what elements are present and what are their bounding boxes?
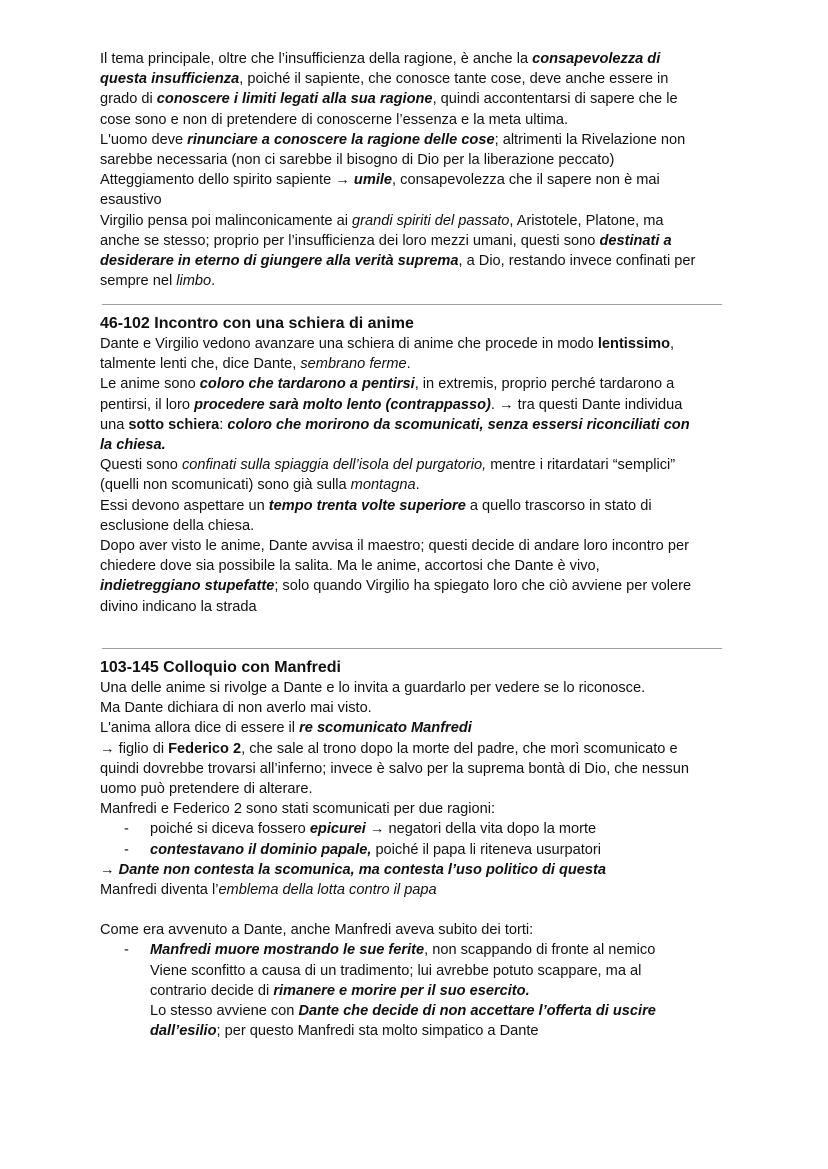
divider-2	[102, 648, 722, 649]
text-run: contestavano il dominio papale,	[150, 841, 372, 858]
text-run: Atteggiamento dello spirito sapiente →	[100, 172, 354, 189]
text-line	[100, 374, 740, 394]
text-run: ,	[670, 336, 675, 352]
text-run: desiderare in eterno di giungere alla verità suprema	[100, 253, 459, 270]
text-run: → Dante non contesta la scomunica, ma contesta l’uso politico di questa	[100, 861, 607, 878]
text-run: dall’esilio	[150, 1023, 217, 1040]
text-line	[100, 496, 740, 516]
text-run: :	[219, 416, 228, 433]
text-line	[100, 576, 740, 596]
text-run: conoscere i limiti legati alla sua ragione	[156, 91, 433, 108]
text-run: uomo può pretendere di alterare.	[100, 781, 313, 798]
text-line	[150, 1021, 740, 1041]
torts-intro	[100, 920, 740, 940]
text-run: sarebbe necessaria (non ci sarebbe il bisogno di Dio per la liberazione peccato)	[100, 152, 615, 169]
text-line	[100, 334, 740, 354]
text-line	[100, 678, 740, 698]
text-run: montagna	[350, 477, 416, 494]
text-line	[100, 556, 740, 576]
text-run: rimanere e morire per il suo esercito.	[273, 982, 530, 999]
list-item	[100, 819, 740, 839]
text-run: umile	[353, 172, 393, 189]
bullet-dash: -	[124, 821, 129, 838]
text-line	[100, 211, 740, 231]
text-line	[100, 880, 740, 900]
section-incontro	[100, 313, 740, 617]
text-run: esclusione della chiesa.	[100, 517, 255, 534]
text-run: ; altrimenti la Rivelazione non	[494, 131, 686, 148]
section-heading: 46-102 Incontro con una schiera di anime	[100, 315, 414, 332]
text-run: Essi devono aspettare un	[100, 497, 269, 514]
text-run: indietreggiano stupefatte	[100, 578, 275, 595]
text-run: lentissimo	[597, 336, 671, 352]
section-heading: 103-145 Colloquio con Manfredi	[100, 659, 341, 676]
intro-lines	[100, 49, 740, 291]
text-run: grandi spiriti del passato	[352, 212, 510, 229]
text-run: .	[415, 477, 420, 494]
text-run: Questi sono	[100, 457, 182, 474]
text-line	[100, 415, 740, 435]
text-run: talmente lenti che, dice Dante,	[100, 356, 301, 373]
text-line	[100, 251, 740, 271]
text-run: limbo	[176, 273, 212, 290]
text-line	[100, 271, 740, 291]
text-run: mentre i ritardatari “semplici”	[486, 457, 676, 474]
text-run: la chiesa.	[100, 437, 166, 454]
text-run: Come era avvenuto a Dante, anche Manfredi aveva subito dei torti:	[100, 922, 534, 939]
text-line	[100, 435, 740, 455]
text-run: Dopo aver visto le anime, Dante avvisa il maestro; questi decide di andare loro incontro per	[100, 538, 689, 555]
section-lines	[100, 334, 740, 617]
text-line	[100, 110, 740, 130]
text-line	[100, 698, 740, 718]
text-run: → negatori della vita dopo la morte	[365, 821, 597, 838]
text-run: . → tra questi Dante individua	[490, 396, 683, 413]
text-run: ; per questo Manfredi sta molto simpatico a Dante	[216, 1023, 539, 1040]
text-run: L'anima allora dice di essere il	[100, 720, 300, 737]
text-run: quindi dovrebbe trovarsi all’inferno; invece è salvo per la suprema bontà di Dio, che nessun	[100, 760, 689, 777]
text-run: .	[406, 356, 411, 373]
text-line	[150, 961, 740, 981]
text-run: pentirsi, il loro	[100, 396, 195, 413]
text-run: contrario decide di	[150, 982, 274, 999]
text-run: confinati sulla spiaggia dell’isola del purgatorio,	[181, 457, 487, 474]
bullet-dash: -	[124, 841, 129, 858]
text-run: rinunciare a conoscere la ragione delle cose	[187, 131, 495, 148]
text-run: , a Dio, restando invece confinati per	[458, 253, 696, 270]
spacer	[100, 900, 740, 920]
text-run: → figlio di	[100, 740, 169, 757]
text-run: Dante che decide di non accettare l’offerta di uscire	[298, 1003, 656, 1020]
section-lines	[100, 678, 740, 819]
text-line	[150, 981, 740, 1001]
conclusion-lines	[100, 860, 740, 900]
text-run: (quelli non scomunicati) sono già sulla	[100, 477, 351, 494]
text-run: ; solo quando Virgilio ha spiegato loro che ciò avviene per volere	[274, 578, 692, 595]
text-run: Manfredi muore mostrando le sue ferite	[150, 942, 425, 959]
text-line	[100, 536, 740, 556]
text-run: sembrano ferme	[300, 356, 407, 373]
text-line	[100, 49, 740, 69]
text-run: , poiché il sapiente, che conosce tante cose, deve anche essere in	[239, 71, 669, 88]
text-run: , quindi accontentarsi di sapere che le	[432, 91, 678, 108]
text-run: emblema della lotta contro il papa	[218, 882, 437, 899]
text-run: tempo trenta volte superiore	[268, 497, 466, 514]
text-run: .	[211, 273, 216, 290]
list-item	[100, 840, 740, 860]
text-run: grado di	[100, 91, 157, 108]
text-run: una	[100, 416, 129, 433]
text-run: Ma Dante dichiara di non averlo mai visto.	[100, 700, 372, 717]
bullet-dash: -	[124, 942, 129, 959]
text-run: esaustivo	[100, 192, 162, 209]
text-run: questa insufficienza	[100, 71, 240, 88]
text-line	[100, 170, 740, 190]
list-item	[100, 940, 740, 960]
text-line	[100, 759, 740, 779]
text-line	[100, 475, 740, 495]
text-run: Federico 2	[168, 740, 242, 757]
text-run: divino indicano la strada	[100, 598, 257, 615]
text-run: procedere sarà molto lento (contrappasso)	[194, 396, 491, 413]
reasons-list	[100, 819, 740, 859]
text-line	[100, 597, 740, 617]
text-run: L'uomo deve	[100, 131, 188, 148]
divider-1	[102, 304, 722, 305]
text-run: , che sale al trono dopo la morte del padre, che morì scomunicato e	[241, 740, 678, 757]
text-line	[100, 69, 740, 89]
text-line	[100, 739, 740, 759]
text-line	[100, 718, 740, 738]
text-line	[100, 860, 740, 880]
text-run: a quello trascorso in stato di	[465, 497, 652, 514]
text-run: cose sono e non di pretendere di conoscerne l’essenza e la meta ultima.	[100, 111, 569, 128]
text-line	[100, 779, 740, 799]
text-run: , Aristotele, Platone, ma	[509, 212, 664, 229]
text-run: Virgilio pensa poi malinconicamente ai	[100, 212, 353, 229]
text-run: poiché il papa li riteneva usurpatori	[371, 841, 601, 858]
text-line	[150, 1001, 740, 1021]
text-line	[100, 920, 740, 940]
text-line	[100, 799, 740, 819]
text-run: coloro che tardarono a pentirsi	[199, 376, 415, 393]
text-line	[100, 190, 740, 210]
text-run: , non scappando di fronte al nemico	[424, 942, 656, 959]
text-run: destinati a	[599, 232, 672, 249]
text-run: anche se stesso; proprio per l’insufficienza dei loro mezzi umani, questi sono	[100, 232, 600, 249]
text-line	[100, 455, 740, 475]
text-run: , in extremis, proprio perché tardarono a	[414, 376, 675, 393]
torts-continuation	[100, 961, 740, 1042]
text-run: Lo stesso avviene con	[150, 1003, 299, 1020]
text-run: Manfredi diventa l’	[100, 882, 219, 899]
text-run: sempre nel	[100, 273, 177, 290]
text-run: consapevolezza di	[532, 51, 661, 67]
text-run: Dante e Virgilio vedono avanzare una schiera di anime che procede in modo	[100, 336, 598, 352]
text-run: chiedere dove sia possibile la salita. Ma le anime, accortosi che Dante è vivo,	[100, 558, 600, 575]
text-line	[100, 89, 740, 109]
text-line	[100, 354, 740, 374]
text-run: sotto schiera	[128, 416, 220, 433]
text-run: Manfredi e Federico 2 sono stati scomunicati per due ragioni:	[100, 801, 496, 818]
text-run: coloro che morirono da scomunicati, senza essersi riconciliati con	[227, 416, 690, 433]
torts-list	[100, 940, 740, 960]
intro-paragraph	[100, 49, 740, 291]
text-run: poiché si diceva fossero	[150, 821, 310, 838]
text-run: Viene sconfitto a causa di un tradimento; lui avrebbe potuto scappare, ma al	[150, 962, 642, 979]
text-line	[100, 516, 740, 536]
text-run: Il tema principale, oltre che l’insufficienza della ragione, è anche la	[100, 51, 533, 67]
text-run: epicurei	[309, 821, 366, 838]
section-manfredi	[100, 657, 740, 1041]
text-line	[100, 130, 740, 150]
text-line	[100, 150, 740, 170]
text-line	[100, 395, 740, 415]
text-run: Le anime sono	[100, 376, 200, 393]
text-run: re scomunicato Manfredi	[299, 720, 472, 737]
text-run: Una delle anime si rivolge a Dante e lo invita a guardarlo per vedere se lo riconosce.	[100, 680, 646, 696]
text-run: , consapevolezza che il sapere non è mai	[392, 172, 660, 189]
text-line	[100, 231, 740, 251]
